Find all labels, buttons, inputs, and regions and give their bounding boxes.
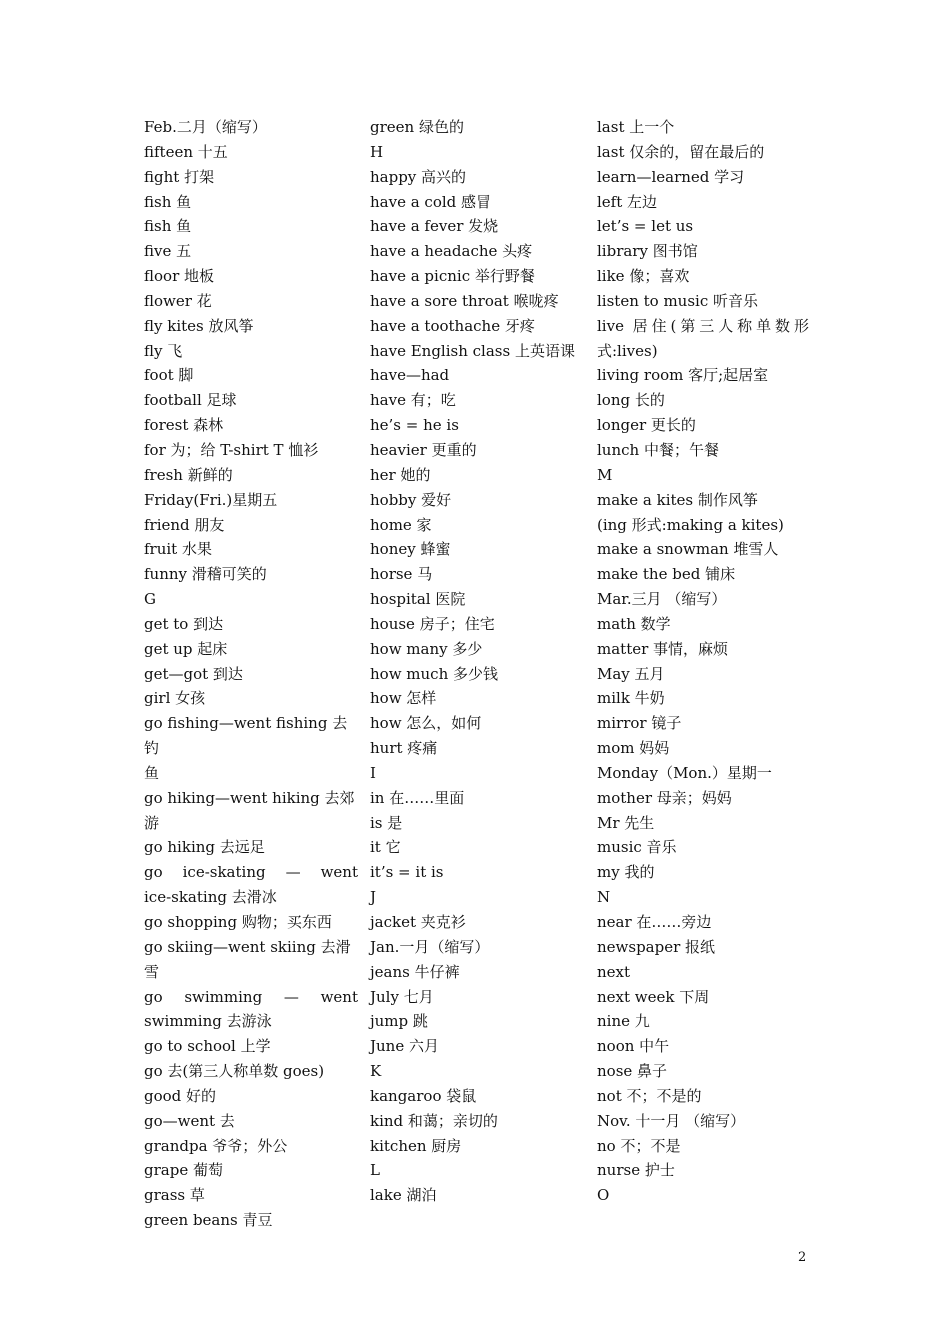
vocab-entry: Mr 先生 [597, 813, 655, 832]
vocab-entry: July 七月 [370, 987, 434, 1006]
vocab-entry: not 不；不是的 [597, 1086, 702, 1105]
vocab-entry: how 怎么，如何 [370, 714, 482, 733]
vocab-entry: kitchen 厨房 [370, 1136, 462, 1155]
vocab-entry: let’s = let us [597, 217, 694, 236]
vocab-entry: get to 到达 [144, 614, 224, 633]
vocab-entry: next week 下周 [597, 987, 710, 1006]
vocab-entry: 游 [144, 813, 160, 832]
vocab-entry: 式:lives) [597, 341, 658, 360]
vocab-entry: how many 多少 [370, 639, 483, 658]
vocab-entry: football 足球 [144, 391, 237, 410]
vocab-entry: Monday（Mon.）星期一 [597, 763, 772, 782]
vocab-entry: milk 牛奶 [597, 689, 665, 708]
vocab-entry: have a cold 感冒 [370, 192, 492, 211]
vocab-entry: fresh 新鲜的 [144, 465, 233, 484]
vocab-entry: newspaper 报纸 [597, 937, 716, 956]
vocab-entry: N [597, 888, 611, 907]
vocab-entry: last 仅余的，留在最后的 [597, 142, 765, 161]
vocab-entry: funny 滑稽可笑的 [144, 565, 267, 584]
vocab-entry: fifteen 十五 [144, 142, 228, 161]
vocab-entry: fish 鱼 [144, 192, 192, 211]
vocab-entry: matter 事情，麻烦 [597, 639, 729, 658]
vocab-entry: noon 中午 [597, 1037, 670, 1056]
vocab-entry: foot 脚 [144, 366, 194, 385]
vocab-entry: nurse 护士 [597, 1161, 675, 1180]
vocab-entry: Nov. 十一月 （缩写） [597, 1111, 746, 1130]
vocab-entry: nose 鼻子 [597, 1062, 668, 1081]
vocab-entry: lake 湖泊 [370, 1186, 437, 1205]
vocab-entry: have English class 上英语课 [370, 341, 575, 360]
vocab-entry: flower 花 [144, 291, 212, 310]
vocab-entry: go—went 去 [144, 1111, 235, 1130]
vocab-entry: Mar.三月 （缩写） [597, 590, 727, 609]
vocab-entry: library 图书馆 [597, 242, 698, 261]
vocab-entry: how 怎样 [370, 689, 437, 708]
vocab-entry: he’s = he is [370, 416, 459, 435]
vocab-entry: happy 高兴的 [370, 167, 467, 186]
vocab-entry: green beans 青豆 [144, 1211, 273, 1230]
vocab-column-3 [597, 115, 809, 1208]
vocab-entry: floor 地板 [144, 267, 215, 286]
vocab-entry: get up 起床 [144, 639, 228, 658]
vocab-entry: mom 妈妈 [597, 739, 670, 758]
vocab-entry: fly 飞 [144, 341, 183, 360]
vocab-entry: hurt 疼痛 [370, 739, 438, 758]
vocab-entry: have a toothache 牙疼 [370, 316, 535, 335]
vocab-entry: fruit 水果 [144, 540, 212, 559]
vocab-entry: good 好的 [144, 1086, 217, 1105]
vocab-entry: five 五 [144, 242, 192, 261]
vocab-entry: kangaroo 袋鼠 [370, 1086, 477, 1105]
vocab-entry: home 家 [370, 515, 432, 534]
vocab-entry: hospital 医院 [370, 590, 466, 609]
vocab-entry: nine 九 [597, 1012, 650, 1031]
vocab-entry: go ice-skating — went [144, 863, 358, 882]
vocab-entry: go shopping 购物；买东西 [144, 913, 332, 931]
vocab-entry: is 是 [370, 813, 403, 832]
vocab-entry: have—had [370, 366, 450, 385]
vocab-column-1 [144, 115, 358, 1233]
vocab-entry: grass 草 [144, 1186, 205, 1205]
vocab-entry: O [597, 1186, 610, 1205]
vocab-entry: Feb.二月（缩写） [144, 118, 267, 136]
vocab-entry: make a kites 制作风筝 [597, 490, 758, 509]
vocab-entry: in 在……里面 [370, 788, 465, 807]
vocab-entry: May 五月 [597, 664, 665, 683]
vocab-entry: have a sore throat 喉咙疼 [370, 291, 559, 310]
vocab-entry: swimming 去游泳 [144, 1012, 272, 1031]
vocab-entry: go skiing—went skiing 去滑 [144, 937, 351, 956]
vocab-entry: 鱼 [144, 763, 160, 782]
vocab-entry: J [370, 888, 377, 907]
vocab-entry: G [144, 590, 156, 609]
vocab-entry: lunch 中餐；午餐 [597, 440, 719, 459]
vocab-entry: 雪 [144, 962, 160, 981]
vocab-entry: green 绿色的 [370, 118, 464, 136]
vocab-entry: house 房子；住宅 [370, 614, 495, 633]
vocab-entry: live 居住(第三人称单数形 [597, 316, 809, 335]
vocab-entry: go fishing—went fishing 去钓 [144, 714, 348, 758]
vocab-entry: last 上一个 [597, 118, 675, 136]
vocab-entry: friend 朋友 [144, 515, 225, 534]
vocab-entry: horse 马 [370, 565, 433, 584]
vocab-entry: M [597, 465, 613, 484]
vocab-entry: for 为；给 T-shirt T 恤衫 [144, 440, 319, 459]
vocab-entry: fish 鱼 [144, 217, 192, 236]
vocab-entry: it 它 [370, 838, 401, 857]
vocab-entry: K [370, 1062, 382, 1081]
vocab-entry: jump 跳 [370, 1012, 428, 1031]
vocab-entry: forest 森林 [144, 416, 224, 435]
vocab-entry: near 在……旁边 [597, 913, 712, 931]
vocab-entry: hobby 爱好 [370, 490, 452, 509]
vocab-entry: jeans 牛仔裤 [370, 962, 460, 981]
vocab-entry: (ing 形式:making a kites) [597, 515, 784, 534]
vocab-entry: Friday(Fri.)星期五 [144, 490, 278, 509]
vocab-entry: ice-skating 去滑冰 [144, 888, 277, 907]
vocab-entry: my 我的 [597, 863, 655, 882]
vocab-entry: music 音乐 [597, 838, 677, 857]
page-number: 2 [798, 1250, 807, 1265]
vocab-entry: honey 蜂蜜 [370, 540, 451, 559]
vocab-entry: kind 和蔼；亲切的 [370, 1111, 498, 1130]
vocab-entry: fly kites 放风筝 [144, 316, 254, 335]
vocab-entry: long 长的 [597, 391, 665, 410]
vocab-entry: go to school 上学 [144, 1037, 271, 1056]
vocab-entry: go hiking 去远足 [144, 838, 265, 857]
vocab-entry: have a headache 头疼 [370, 242, 533, 261]
vocab-entry: Jan.一月（缩写） [370, 937, 490, 956]
vocab-entry: girl 女孩 [144, 689, 206, 708]
vocab-entry: go hiking—went hiking 去郊 [144, 788, 355, 807]
vocab-entry: have 有；吃 [370, 391, 456, 410]
vocab-column-2 [370, 115, 584, 1208]
vocab-entry: fight 打架 [144, 167, 215, 186]
vocab-entry: go 去(第三人称单数 goes) [144, 1062, 325, 1081]
vocab-entry: next [597, 962, 631, 981]
vocab-entry: it’s = it is [370, 863, 444, 882]
vocab-entry: math 数学 [597, 614, 671, 633]
vocab-entry: I [370, 763, 376, 782]
vocab-entry: have a picnic 举行野餐 [370, 267, 535, 286]
vocab-entry: make a snowman 堆雪人 [597, 540, 779, 559]
vocab-entry: no 不；不是 [597, 1136, 681, 1155]
vocab-entry: like 像；喜欢 [597, 267, 690, 286]
vocab-entry: listen to music 听音乐 [597, 291, 759, 310]
vocab-entry: L [370, 1161, 380, 1180]
vocab-entry: mother 母亲；妈妈 [597, 788, 732, 807]
vocab-entry: H [370, 142, 384, 161]
vocab-entry: longer 更长的 [597, 416, 696, 435]
vocab-entry: heavier 更重的 [370, 440, 477, 459]
vocab-entry: have a fever 发烧 [370, 217, 499, 236]
vocab-entry: go swimming — went [144, 987, 358, 1006]
vocab-entry: get—got 到达 [144, 664, 243, 683]
vocab-entry: June 六月 [370, 1037, 439, 1056]
vocab-entry: make the bed 铺床 [597, 565, 736, 584]
vocab-entry: left 左边 [597, 192, 658, 211]
vocab-entry: grape 葡萄 [144, 1161, 223, 1180]
vocab-entry: her 她的 [370, 465, 431, 484]
vocab-entry: mirror 镜子 [597, 714, 682, 733]
vocab-entry: living room 客厅;起居室 [597, 366, 769, 385]
vocab-entry: jacket 夹克衫 [370, 913, 466, 931]
vocab-entry: learn—learned 学习 [597, 167, 745, 186]
vocab-entry: how much 多少钱 [370, 664, 499, 683]
vocab-entry: grandpa 爷爷；外公 [144, 1136, 288, 1155]
